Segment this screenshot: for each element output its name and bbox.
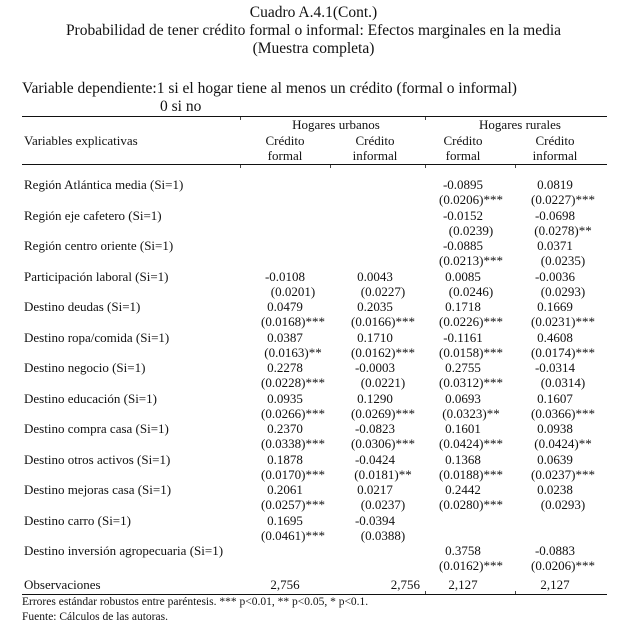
column-header — [418, 133, 508, 163]
row-label: Región eje cafetero (Si=1) — [24, 208, 162, 223]
column-tick — [240, 165, 241, 168]
coefficient-cell: -0.0424 — [354, 452, 396, 467]
row-label: Destino carro (Si=1) — [24, 513, 131, 528]
column-header-line-2: informal — [532, 148, 578, 163]
coefficient-cell: 0.1290 — [357, 391, 393, 406]
std-error-cell: (0.0323)** — [442, 406, 500, 421]
column-header-line-1: Crédito — [443, 133, 483, 148]
observations-value: 2,127 — [448, 577, 478, 592]
column-tick — [425, 165, 426, 168]
header-rule — [22, 164, 607, 165]
std-error-cell: (0.0293) — [540, 497, 586, 512]
coefficient-cell: -0.0314 — [534, 360, 576, 375]
row-label: Destino ropa/comida (Si=1) — [24, 330, 170, 345]
group-header-urban: Hogares urbanos — [292, 117, 380, 132]
column-header-line-2: informal — [352, 148, 398, 163]
dependent-variable — [22, 80, 517, 116]
coefficient-cell: -0.0036 — [534, 269, 576, 284]
column-tick — [425, 591, 426, 594]
coefficient-cell: -0.0883 — [534, 543, 576, 558]
column-tick — [425, 117, 426, 120]
std-error-cell: (0.0269)*** — [351, 406, 415, 421]
std-error-cell: (0.0312)*** — [439, 375, 503, 390]
coefficient-cell: -0.0885 — [442, 238, 484, 253]
column-tick — [330, 165, 331, 168]
title-line-1: Cuadro A.4.1(Cont.) — [249, 4, 378, 21]
coefficient-cell: 0.1718 — [445, 299, 481, 314]
std-error-cell: (0.0213)*** — [439, 253, 503, 268]
std-error-cell: (0.0237)*** — [531, 467, 595, 482]
coefficient-cell: 0.1710 — [357, 330, 393, 345]
coefficient-cell: -0.0394 — [354, 513, 396, 528]
observations-label: Observaciones — [24, 577, 101, 592]
std-error-cell: (0.0293) — [540, 284, 586, 299]
coefficient-cell: 0.2035 — [357, 299, 393, 314]
std-error-cell: (0.0388) — [360, 528, 406, 543]
column-header-line-1: Crédito — [355, 133, 395, 148]
column-header-line-2: formal — [445, 148, 481, 163]
coefficient-cell: -0.0895 — [442, 177, 484, 192]
group-header-rural: Hogares rurales — [479, 117, 561, 132]
title-line-3: (Muestra completa) — [252, 40, 375, 57]
std-error-cell: (0.0206)*** — [531, 558, 595, 573]
std-error-cell: (0.0174)*** — [531, 345, 595, 360]
coefficient-cell: -0.0823 — [354, 421, 396, 436]
row-label: Región Atlántica media (Si=1) — [24, 177, 184, 192]
coefficient-cell: -0.0003 — [354, 360, 396, 375]
observations-value: 2,127 — [540, 577, 570, 592]
row-label: Destino negocio (Si=1) — [24, 360, 146, 375]
std-error-cell: (0.0188)*** — [439, 467, 503, 482]
column-tick — [240, 117, 241, 120]
coefficient-cell: 0.0387 — [267, 330, 303, 345]
title-line-2: Probabilidad de tener crédito formal o informal: Efectos marginales en la media — [65, 22, 562, 39]
std-error-cell: (0.0228)*** — [261, 375, 325, 390]
column-header — [330, 133, 420, 163]
std-error-cell: (0.0235) — [540, 253, 586, 268]
coefficient-cell: 0.2442 — [445, 482, 481, 497]
coefficient-cell: 0.0819 — [537, 177, 573, 192]
std-error-cell: (0.0163)** — [264, 345, 322, 360]
column-header — [240, 133, 330, 163]
coefficient-cell: -0.0108 — [264, 269, 306, 284]
std-error-cell: (0.0227)*** — [531, 192, 595, 207]
std-error-cell: (0.0338)*** — [261, 436, 325, 451]
coefficient-cell: 0.1669 — [537, 299, 573, 314]
std-error-cell: (0.0424)*** — [439, 436, 503, 451]
coefficient-cell: 0.2370 — [267, 421, 303, 436]
coefficient-cell: 0.1607 — [537, 391, 573, 406]
row-label: Destino inversión agropecuaria (Si=1) — [24, 543, 224, 558]
coefficient-cell: 0.0693 — [445, 391, 481, 406]
coefficient-cell: 0.0217 — [357, 482, 393, 497]
coefficient-cell: 0.0085 — [445, 269, 481, 284]
coefficient-cell: -0.1161 — [443, 330, 483, 345]
std-error-cell: (0.0266)*** — [261, 406, 325, 421]
dependent-variable-line-2: 0 si no — [160, 98, 202, 115]
coefficient-cell: 0.1601 — [445, 421, 481, 436]
std-error-cell: (0.0237) — [360, 497, 406, 512]
coefficient-cell: 0.1695 — [267, 513, 303, 528]
std-error-cell: (0.0239) — [448, 223, 494, 238]
coefficient-cell: 0.3758 — [445, 543, 481, 558]
coefficient-cell: 0.4608 — [537, 330, 573, 345]
coefficient-cell: 0.0479 — [267, 299, 303, 314]
observations-value: 2,756 — [390, 577, 420, 592]
column-header-line-1: Crédito — [265, 133, 305, 148]
observations-value: 2,756 — [270, 577, 300, 592]
std-error-cell: (0.0162)*** — [439, 558, 503, 573]
row-label: Destino compra casa (Si=1) — [24, 421, 169, 436]
column-header — [510, 133, 600, 163]
std-error-cell: (0.0206)*** — [439, 192, 503, 207]
std-error-cell: (0.0424)** — [534, 436, 592, 451]
coefficient-cell: 0.0639 — [537, 452, 573, 467]
coefficient-cell: 0.0938 — [537, 421, 573, 436]
table-title — [0, 4, 627, 58]
coefficient-cell: 0.0238 — [537, 482, 573, 497]
std-error-cell: (0.0306)*** — [351, 436, 415, 451]
std-error-cell: (0.0168)*** — [261, 314, 325, 329]
std-error-cell: (0.0246) — [448, 284, 494, 299]
std-error-cell: (0.0226)*** — [439, 314, 503, 329]
coefficient-cell: -0.0698 — [534, 208, 576, 223]
row-label: Destino educación (Si=1) — [24, 391, 157, 406]
row-label: Destino deudas (Si=1) — [24, 299, 141, 314]
std-error-cell: (0.0257)*** — [261, 497, 325, 512]
std-error-cell: (0.0461)*** — [261, 528, 325, 543]
std-error-cell: (0.0158)*** — [439, 345, 503, 360]
column-tick — [515, 165, 516, 168]
coefficient-cell: 0.1368 — [445, 452, 481, 467]
std-error-cell: (0.0181)** — [354, 467, 412, 482]
std-error-cell: (0.0162)*** — [351, 345, 415, 360]
std-error-cell: (0.0227) — [360, 284, 406, 299]
row-label: Destino mejoras casa (Si=1) — [24, 482, 172, 497]
coefficient-cell: 0.0043 — [357, 269, 393, 284]
variables-header: Variables explicativas — [24, 133, 138, 148]
coefficient-cell: 0.0371 — [537, 238, 573, 253]
row-label: Destino otros activos (Si=1) — [24, 452, 171, 467]
std-error-cell: (0.0221) — [360, 375, 406, 390]
column-header-line-2: formal — [267, 148, 303, 163]
std-error-cell: (0.0231)*** — [531, 314, 595, 329]
std-error-cell: (0.0201) — [270, 284, 316, 299]
std-error-cell: (0.0278)** — [534, 223, 592, 238]
std-error-cell: (0.0166)*** — [351, 314, 415, 329]
coefficient-cell: 0.2061 — [267, 482, 303, 497]
coefficient-cell: 0.2278 — [267, 360, 303, 375]
std-error-cell: (0.0280)*** — [439, 497, 503, 512]
column-tick — [515, 591, 516, 594]
footnote-source: Fuente: Cálculos de las autoras. — [22, 611, 168, 623]
coefficient-cell: -0.0152 — [442, 208, 484, 223]
row-label: Participación laboral (Si=1) — [24, 269, 169, 284]
std-error-cell: (0.0366)*** — [531, 406, 595, 421]
column-header-line-1: Crédito — [535, 133, 575, 148]
std-error-cell: (0.0314) — [540, 375, 586, 390]
std-error-cell: (0.0170)*** — [261, 467, 325, 482]
coefficient-cell: 0.0935 — [267, 391, 303, 406]
dependent-variable-line-1: Variable dependiente:1 si el hogar tiene al menos un crédito (formal o informal) — [22, 80, 517, 97]
coefficient-cell: 0.2755 — [445, 360, 481, 375]
row-label: Región centro oriente (Si=1) — [24, 238, 174, 253]
coefficient-cell: 0.1878 — [267, 452, 303, 467]
footnote-significance: Errores estándar robustos entre paréntesis. *** p<0.01, ** p<0.05, * p<0.1. — [22, 596, 369, 608]
